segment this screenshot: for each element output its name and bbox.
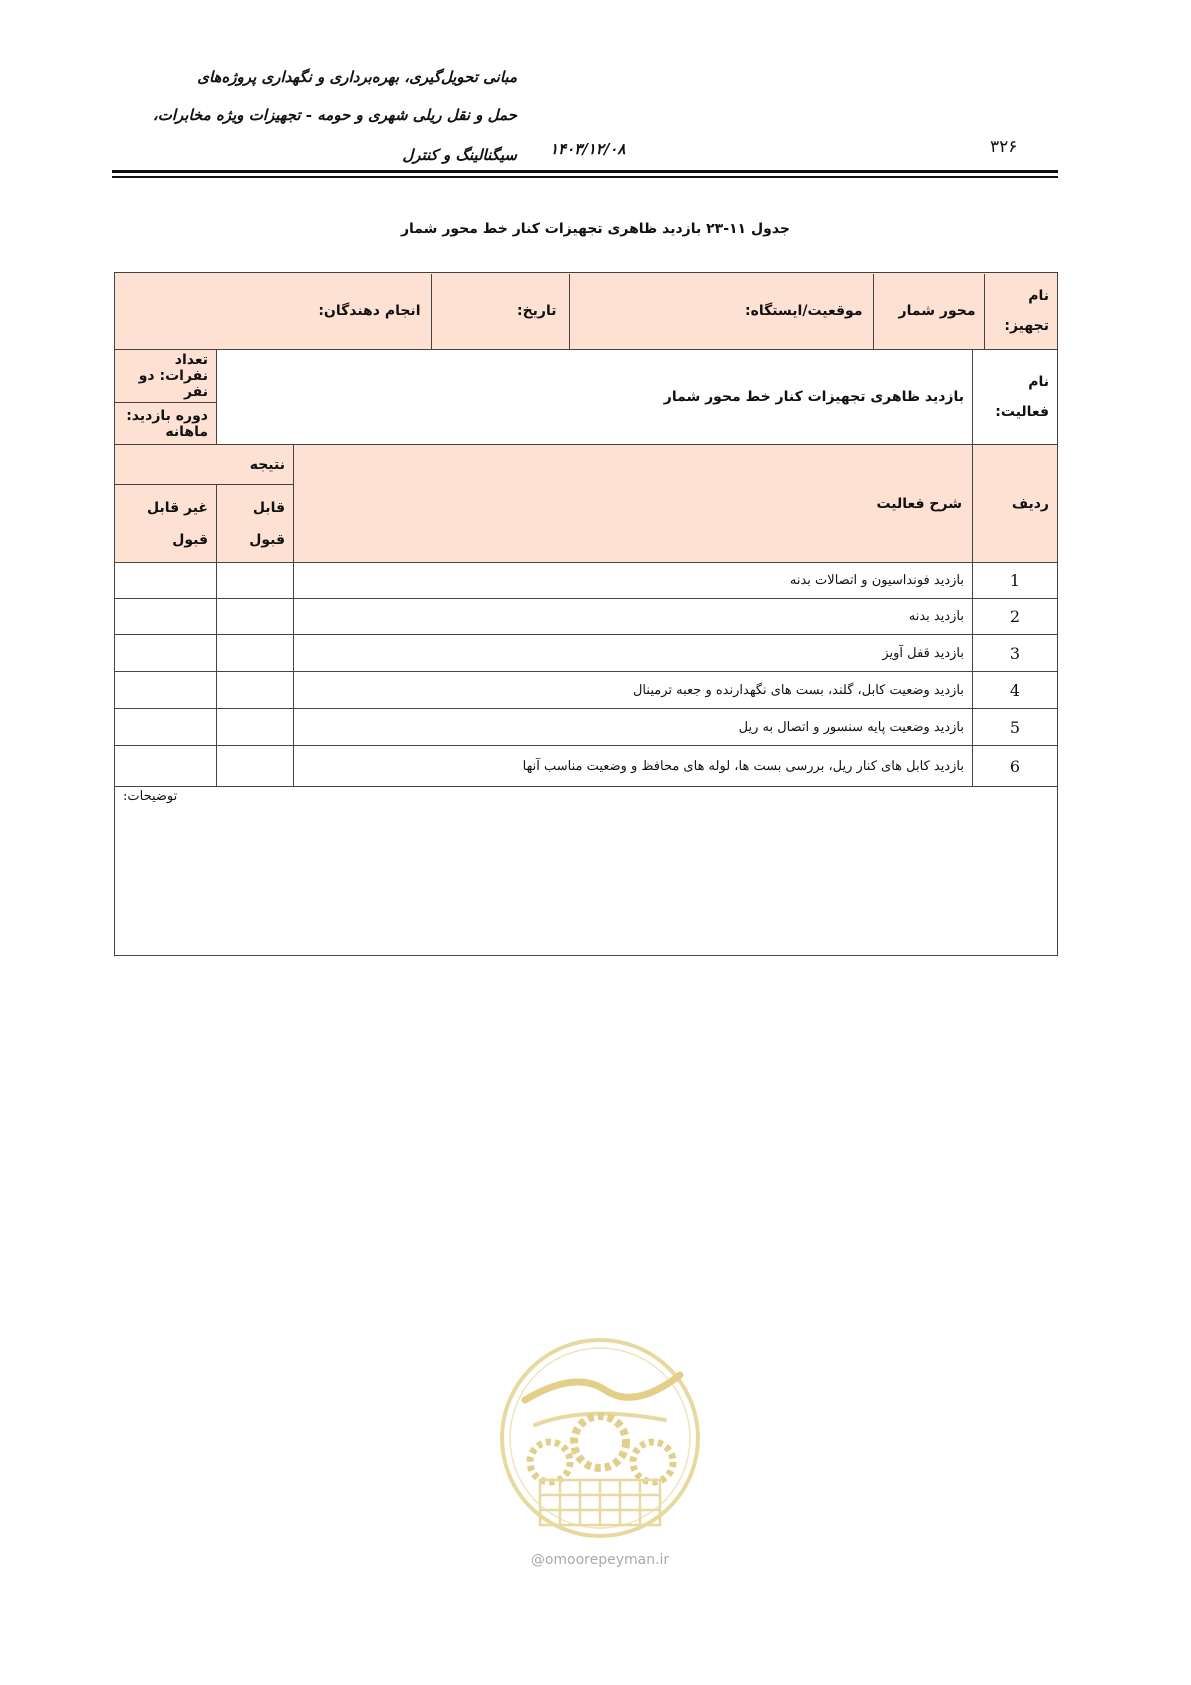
form-header-row: [115, 273, 1058, 350]
not-acceptable-cell[interactable]: [115, 672, 217, 709]
acceptable-cell[interactable]: [217, 635, 294, 672]
table-row: [115, 746, 1058, 787]
column-header-row-1: [115, 445, 1058, 485]
header-rule: [112, 170, 1058, 173]
equipment-value: محور شمار: [873, 274, 984, 349]
activity-value: بازدید ظاهری تجهیزات کنار خط محور شمار: [217, 350, 973, 445]
acceptable-cell[interactable]: [217, 672, 294, 709]
header-title-line-1: مبانی تحویل‌گیری، بهره‌برداری و نگهداری پروژه‌های: [197, 68, 517, 86]
activity-label: نام فعالیت:: [973, 350, 1058, 445]
not-acceptable-cell[interactable]: [115, 746, 217, 787]
row-number: 5: [973, 709, 1058, 746]
acceptable-cell[interactable]: [217, 709, 294, 746]
visit-period: دوره بازدید: ماهانه: [115, 403, 217, 445]
notes-row: [115, 787, 1058, 956]
acceptable-cell[interactable]: [217, 563, 294, 599]
notes-cell[interactable]: [115, 787, 1058, 956]
page-number: ۳۲۶: [990, 137, 1018, 157]
not-acceptable-header: غیر قابل قبول: [115, 485, 217, 563]
row-description: بازدید وضعیت پایه سنسور و اتصال به ریل: [294, 709, 973, 746]
activity-row-1: [115, 350, 1058, 403]
date-label: تاریخ:: [431, 274, 569, 349]
acceptable-cell[interactable]: [217, 599, 294, 635]
table-row: [115, 709, 1058, 746]
not-acceptable-cell[interactable]: [115, 635, 217, 672]
location-label: موقعیت/ایستگاه:: [569, 274, 873, 349]
description-header: شرح فعالیت: [294, 445, 973, 563]
persons-count: تعداد نفرات: دو نفر: [115, 350, 217, 403]
not-acceptable-cell[interactable]: [115, 709, 217, 746]
header-title-line-3: سیگنالینگ و کنترل: [402, 146, 517, 164]
row-description: بازدید وضعیت کابل، گلند، بست های نگهدارنده و جعبه ترمینال: [294, 672, 973, 709]
acceptable-cell[interactable]: [217, 746, 294, 787]
watermark-url: @omoorepeyman.ir: [530, 1552, 670, 1568]
row-number: 3: [973, 635, 1058, 672]
header-rule-secondary: [112, 176, 1058, 178]
table-row: [115, 563, 1058, 599]
form-header-inner: [114, 274, 1057, 349]
table-row: [115, 672, 1058, 709]
not-acceptable-cell[interactable]: [115, 563, 217, 599]
acceptable-header: قابل قبول: [217, 485, 294, 563]
row-description: بازدید قفل آویز: [294, 635, 973, 672]
row-description: بازدید فونداسیون و اتصالات بدنه: [294, 563, 973, 599]
inspection-form-table: [114, 272, 1058, 956]
row-number: 2: [973, 599, 1058, 635]
watermark-logo: [495, 1330, 705, 1565]
notes-label: توضیحات:: [123, 789, 178, 804]
performers-label: انجام دهندگان:: [318, 303, 421, 319]
row-number-header: ردیف: [973, 445, 1058, 563]
table-row: [115, 635, 1058, 672]
row-number: 6: [973, 746, 1058, 787]
row-number: 4: [973, 672, 1058, 709]
not-acceptable-cell[interactable]: [115, 599, 217, 635]
row-description: بازدید بدنه: [294, 599, 973, 635]
result-header: نتیجه: [115, 445, 294, 485]
row-description: بازدید کابل های کنار ریل، بررسی بست ها، لوله های محافظ و وضعیت مناسب آنها: [294, 746, 973, 787]
table-caption: جدول ۱۱-۲۳ بازدید ظاهری تجهیزات کنار خط محور شمار: [400, 221, 790, 237]
row-number: 1: [973, 563, 1058, 599]
table-row: [115, 599, 1058, 635]
equipment-label: نام تجهیز:: [984, 274, 1057, 349]
header-date: ۱۴۰۳/۱۲/۰۸: [550, 140, 626, 158]
header-title-line-2: حمل و نقل ریلی شهری و حومه - تجهیزات ویژه مخابرات،: [152, 106, 517, 124]
